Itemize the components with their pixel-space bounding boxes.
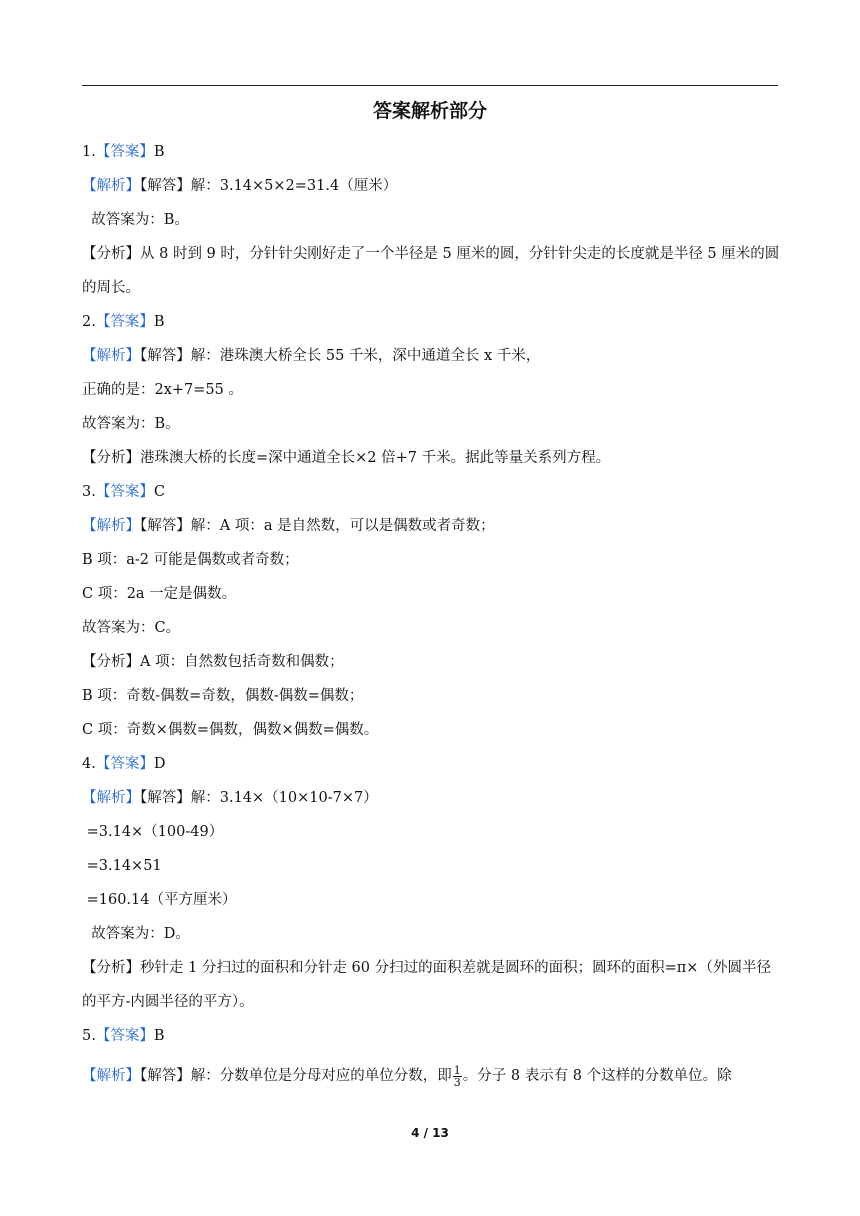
q4-step-1: =3.14×（100-49） <box>86 824 224 840</box>
q2-fenxi: 【分析】港珠澳大桥的长度=深中通道全长×2 倍+7 千米。据此等量关系列方程。 <box>82 450 611 466</box>
q1-conclusion: 故答案为：B。 <box>91 212 189 228</box>
q2-jiexi-line: 【解析】【解答】解：港珠澳大桥全长 55 千米，深中通道全长 x 千米， <box>82 348 541 364</box>
q4-answer-line: 4.【答案】D <box>82 756 166 772</box>
q3-conclusion: 故答案为：C。 <box>82 620 181 636</box>
q3-fenxi: 【分析】A 项：自然数包括奇数和偶数； <box>82 654 344 670</box>
q4-fenxi: 【分析】秒针走 1 分扫过的面积和分针走 60 分扫过的面积差就是圆环的面积；圆环的面积=π×（外圆半径的平方-内圆半径的平方）。 <box>82 960 771 1010</box>
answer-tag: 【答案】 <box>95 144 154 160</box>
q4-conclusion: 故答案为：D。 <box>91 926 190 942</box>
q3-fenxi-b: B 项：奇数-偶数=奇数，偶数-偶数=偶数； <box>82 688 364 704</box>
q5-answer-line: 5.【答案】B <box>82 1028 165 1044</box>
q3-jiexi-line: 【解析】【解答】解：A 项：a 是自然数，可以是偶数或者奇数； <box>82 518 495 534</box>
q2-answer-line: 2.【答案】B <box>82 314 165 330</box>
q2-equation: 正确的是：2x+7=55 。 <box>82 382 243 398</box>
page-number: 4 / 13 <box>411 1126 449 1140</box>
q1-fenxi: 【分析】从 8 时到 9 时，分针针尖刚好走了一个半径是 5 厘米的圆，分针针尖走的长度就是半径 5 厘米的圆的周长。 <box>82 246 780 296</box>
q4-jiexi-line: 【解析】【解答】解：3.14×（10×10-7×7） <box>82 790 378 806</box>
q1-jiexi-line: 【解析】【解答】解：3.14×5×2=31.4（厘米） <box>82 178 398 194</box>
jiexi-tag: 【解析】 <box>82 178 140 194</box>
q3-fenxi-c: C 项：奇数×偶数=偶数，偶数×偶数=偶数。 <box>82 722 379 738</box>
page-title: 答案解析部分 <box>372 100 487 122</box>
fraction-one-third: $\frac{1}{3}$ <box>453 1063 461 1089</box>
answer-content <box>82 138 782 1100</box>
q4-step-2: =3.14×51 <box>86 858 162 874</box>
q4-step-3: =160.14（平方厘米） <box>86 892 237 908</box>
q2-conclusion: 故答案为：B。 <box>82 416 180 432</box>
q1-answer-line: 1.【答案】B <box>82 144 165 160</box>
q5-jiexi-line: 【解析】【解答】解：分数单位是分母对应的单位分数，即 $\frac{1}{3}$ 。分子 8 表示有 8 个这样的分数单位。除 <box>82 1063 732 1089</box>
header-rule <box>82 85 778 86</box>
q3-line-c: C 项：2a 一定是偶数。 <box>82 586 237 602</box>
q3-answer-line: 3.【答案】C <box>82 484 165 500</box>
q3-line-b: B 项：a-2 可能是偶数或者奇数； <box>82 552 299 568</box>
